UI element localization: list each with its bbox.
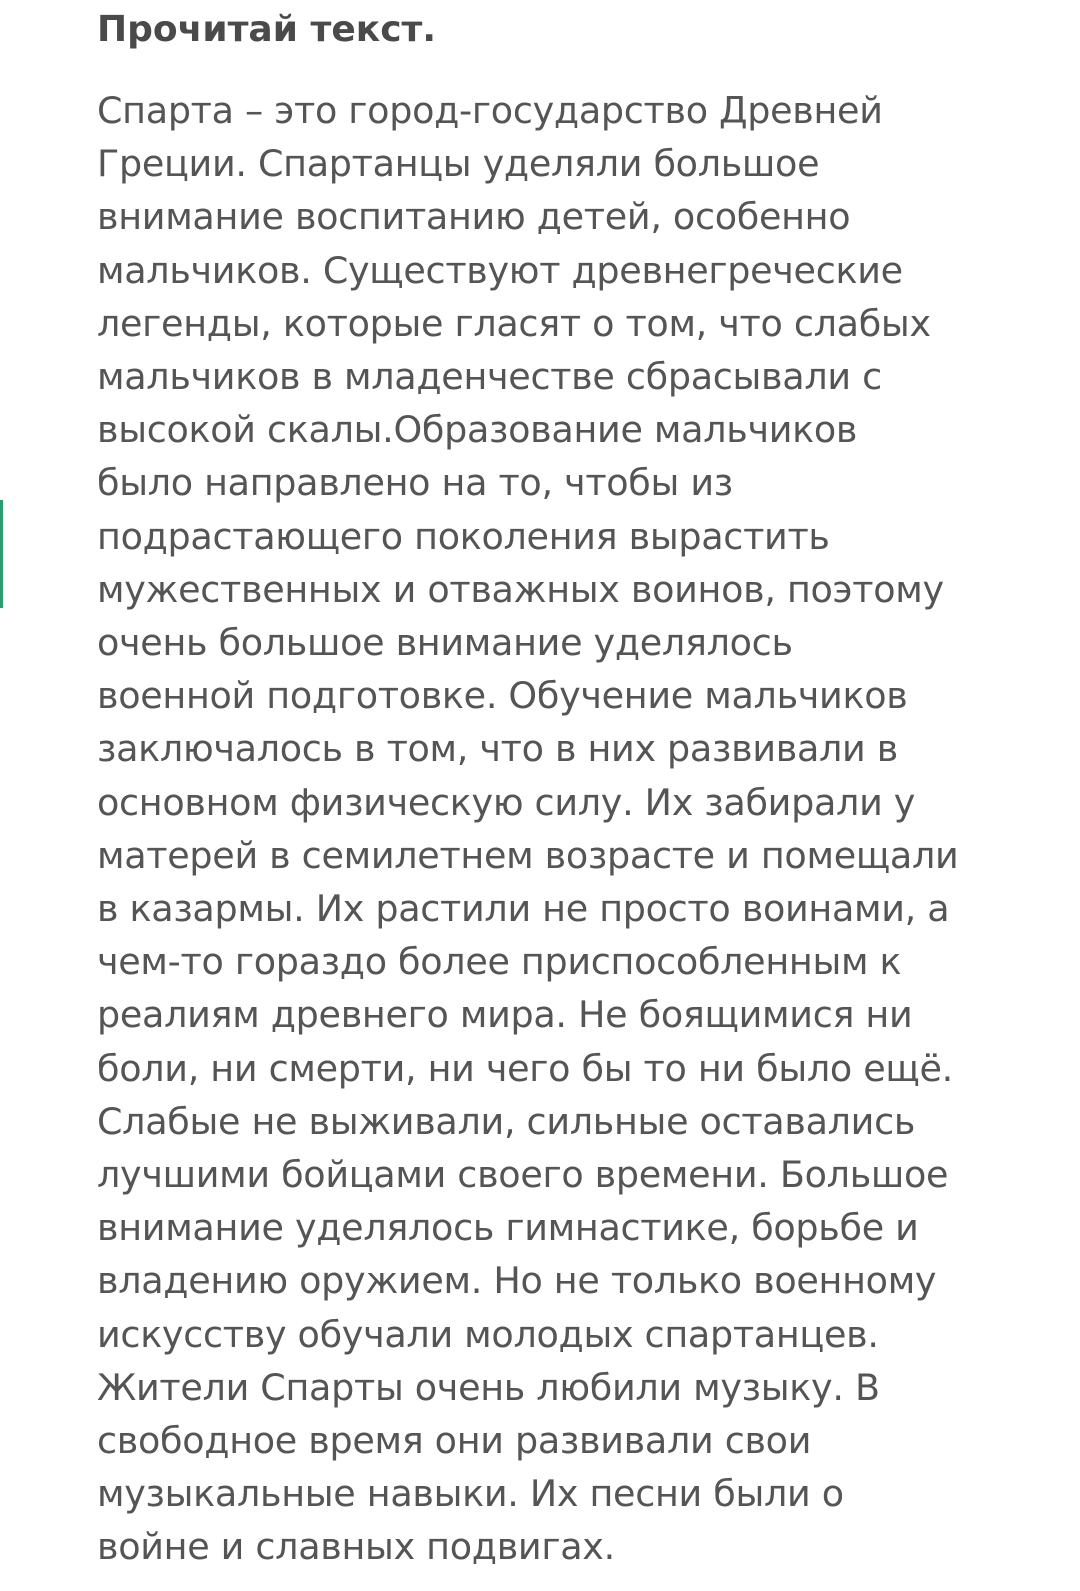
passage-line: было направлено на то, чтобы из	[97, 461, 733, 505]
passage-line: легенды, которые гласят о том, что слабых	[97, 301, 931, 345]
passage-line: основном физическую силу. Их забирали у	[97, 780, 916, 824]
passage-line: военной подготовке. Обучение мальчиков	[97, 674, 908, 718]
passage-line: очень большое внимание уделялось	[97, 621, 793, 665]
passage-line: подрастающего поколения вырастить	[97, 514, 830, 558]
passage-line: внимание воспитанию детей, особенно	[97, 195, 851, 239]
passage-line: искусству обучали молодых спартанцев.	[97, 1312, 879, 1356]
passage-line: матерей в семилетнем возрасте и помещали	[97, 833, 959, 877]
task-content	[97, 0, 997, 1574]
passage-line: Жители Спарты очень любили музыку. В	[97, 1365, 880, 1409]
passage-line: лучшими бойцами своего времени. Большое	[97, 1153, 949, 1197]
task-heading: Прочитай текст.	[97, 9, 437, 50]
passage-line: внимание уделялось гимнастике, борьбе и	[97, 1206, 919, 1250]
passage-line: Греции. Спартанцы уделяли большое	[97, 142, 820, 186]
passage-line: мужественных и отважных воинов, поэтому	[97, 567, 944, 611]
reading-passage	[97, 84, 997, 1574]
passage-line: реалиям древнего мира. Не боящимися ни	[97, 993, 913, 1037]
passage-line: свободное время они развивали свои	[97, 1419, 812, 1463]
passage-line: боли, ни смерти, ни чего бы то ни было ещё.	[97, 1046, 953, 1090]
passage-line: чем-то гораздо более приспособленным к	[97, 940, 902, 984]
passage-line: войне и славных подвигах.	[97, 1525, 615, 1569]
passage-line: Слабые не выживали, сильные оставались	[97, 1099, 916, 1143]
passage-line: владению оружием. Но не только военному	[97, 1259, 937, 1303]
passage-line: высокой скалы.Образование мальчиков	[97, 408, 858, 452]
passage-line: музыкальные навыки. Их песни были о	[97, 1472, 844, 1516]
left-accent-bar	[0, 500, 3, 608]
passage-line: Спарта – это город-государство Древней	[97, 89, 883, 132]
passage-line: мальчиков в младенчестве сбрасывали с	[97, 355, 882, 399]
passage-line: заключалось в том, что в них развивали в	[97, 727, 898, 771]
passage-line: в казармы. Их растили не просто воинами, а	[97, 887, 950, 931]
passage-line: мальчиков. Существуют древнегреческие	[97, 248, 903, 292]
